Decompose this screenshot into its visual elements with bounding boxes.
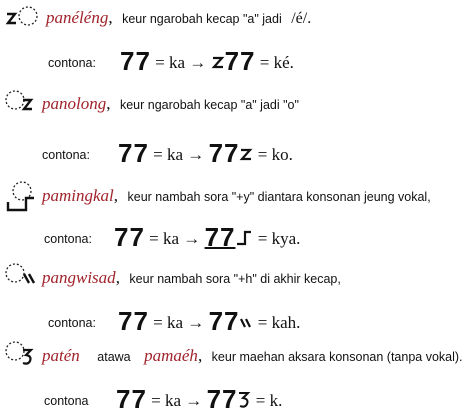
pamingkal-sign-icon (4, 180, 40, 210)
latin-result: = kah. (257, 313, 301, 332)
term: panéléng (46, 8, 109, 27)
latin-result: = ké. (259, 53, 294, 72)
paten-sign-icon (4, 340, 40, 370)
entry-pamingkal (4, 180, 464, 210)
example-body (114, 222, 300, 253)
result-text: = ka → (153, 145, 205, 164)
term-alt: pamaéh (144, 346, 198, 365)
joiner-text: atawa (97, 350, 131, 364)
example-label: contona (44, 394, 89, 408)
term: patén (42, 346, 80, 365)
example-paten (0, 384, 467, 418)
aksara-ka: 77 (206, 384, 238, 414)
entry-paneleng (4, 2, 464, 32)
aksara-ka: 77 (118, 306, 149, 336)
paneleng-sign-icon (4, 2, 40, 32)
latin-result: = ko. (257, 145, 293, 164)
latin-result: = kya. (257, 229, 301, 248)
pangwisad-sign-icon (239, 314, 253, 330)
example-label: contona: (44, 232, 92, 246)
latin-result: = k. (255, 391, 283, 410)
description: keur ngarobah kecap "a" jadi (122, 12, 282, 26)
entry-panolong (4, 88, 464, 118)
panolong-sign-icon (4, 88, 40, 118)
entry-heading: panéléng, keur ngarobah kecap "a" jadi /é/. (46, 8, 312, 27)
description: keur nambah sora "+y" diantara konsonan jeung vokal, (127, 190, 431, 204)
description: keur nambah sora "+h" di akhir kecap, (129, 272, 341, 286)
example-paneleng (0, 46, 467, 80)
aksara-ka: 77 (208, 138, 240, 168)
result-text: = ka → (149, 229, 201, 248)
aksara-ka: 77 (116, 384, 147, 414)
example-body (118, 138, 293, 169)
entry-heading: patén atawa pamaéh, keur maehan aksara konsonan (tanpa vokal). (42, 346, 463, 365)
example-label: contona: (42, 148, 90, 162)
pangwisad-sign-icon (4, 262, 40, 292)
term: pangwisad (42, 268, 116, 287)
aksara-ka: 77 (204, 222, 236, 252)
example-pangwisad (0, 306, 467, 340)
entry-heading: pangwisad, keur nambah sora "+h" di akhir kecap, (42, 268, 341, 287)
entry-paten (4, 340, 464, 370)
paten-sign-icon (237, 390, 251, 408)
example-pamingkal (0, 222, 467, 256)
paneleng-sign-icon (211, 54, 225, 70)
example-label: contona: (48, 316, 96, 330)
aksara-ka: 77 (224, 46, 256, 76)
example-panolong (0, 138, 467, 172)
entry-heading: panolong, keur ngarobah kecap "a" jadi "o" (42, 94, 299, 113)
aksara-ka: 77 (118, 138, 149, 168)
description: keur ngarobah kecap "a" jadi "o" (119, 98, 299, 112)
example-body (118, 306, 300, 337)
aksara-ka: 77 (208, 306, 240, 336)
example-body (120, 46, 294, 77)
entry-pangwisad (4, 262, 464, 292)
result-text: = ka → (155, 53, 207, 72)
example-body (116, 384, 282, 415)
term: panolong (42, 94, 107, 113)
term: pamingkal (42, 186, 114, 205)
pamingkal-sign-icon (235, 226, 253, 246)
result-text: = ka → (151, 391, 203, 410)
vowel-value: /é/. (291, 10, 312, 27)
description: keur maehan aksara konsonan (tanpa vokal). (211, 350, 463, 364)
panolong-sign-icon (239, 146, 253, 162)
example-label: contona: (48, 56, 96, 70)
aksara-ka: 77 (120, 46, 151, 76)
entry-heading: pamingkal, keur nambah sora "+y" diantara konsonan jeung vokal, (42, 186, 431, 205)
result-text: = ka → (153, 313, 205, 332)
aksara-ka: 77 (114, 222, 145, 252)
